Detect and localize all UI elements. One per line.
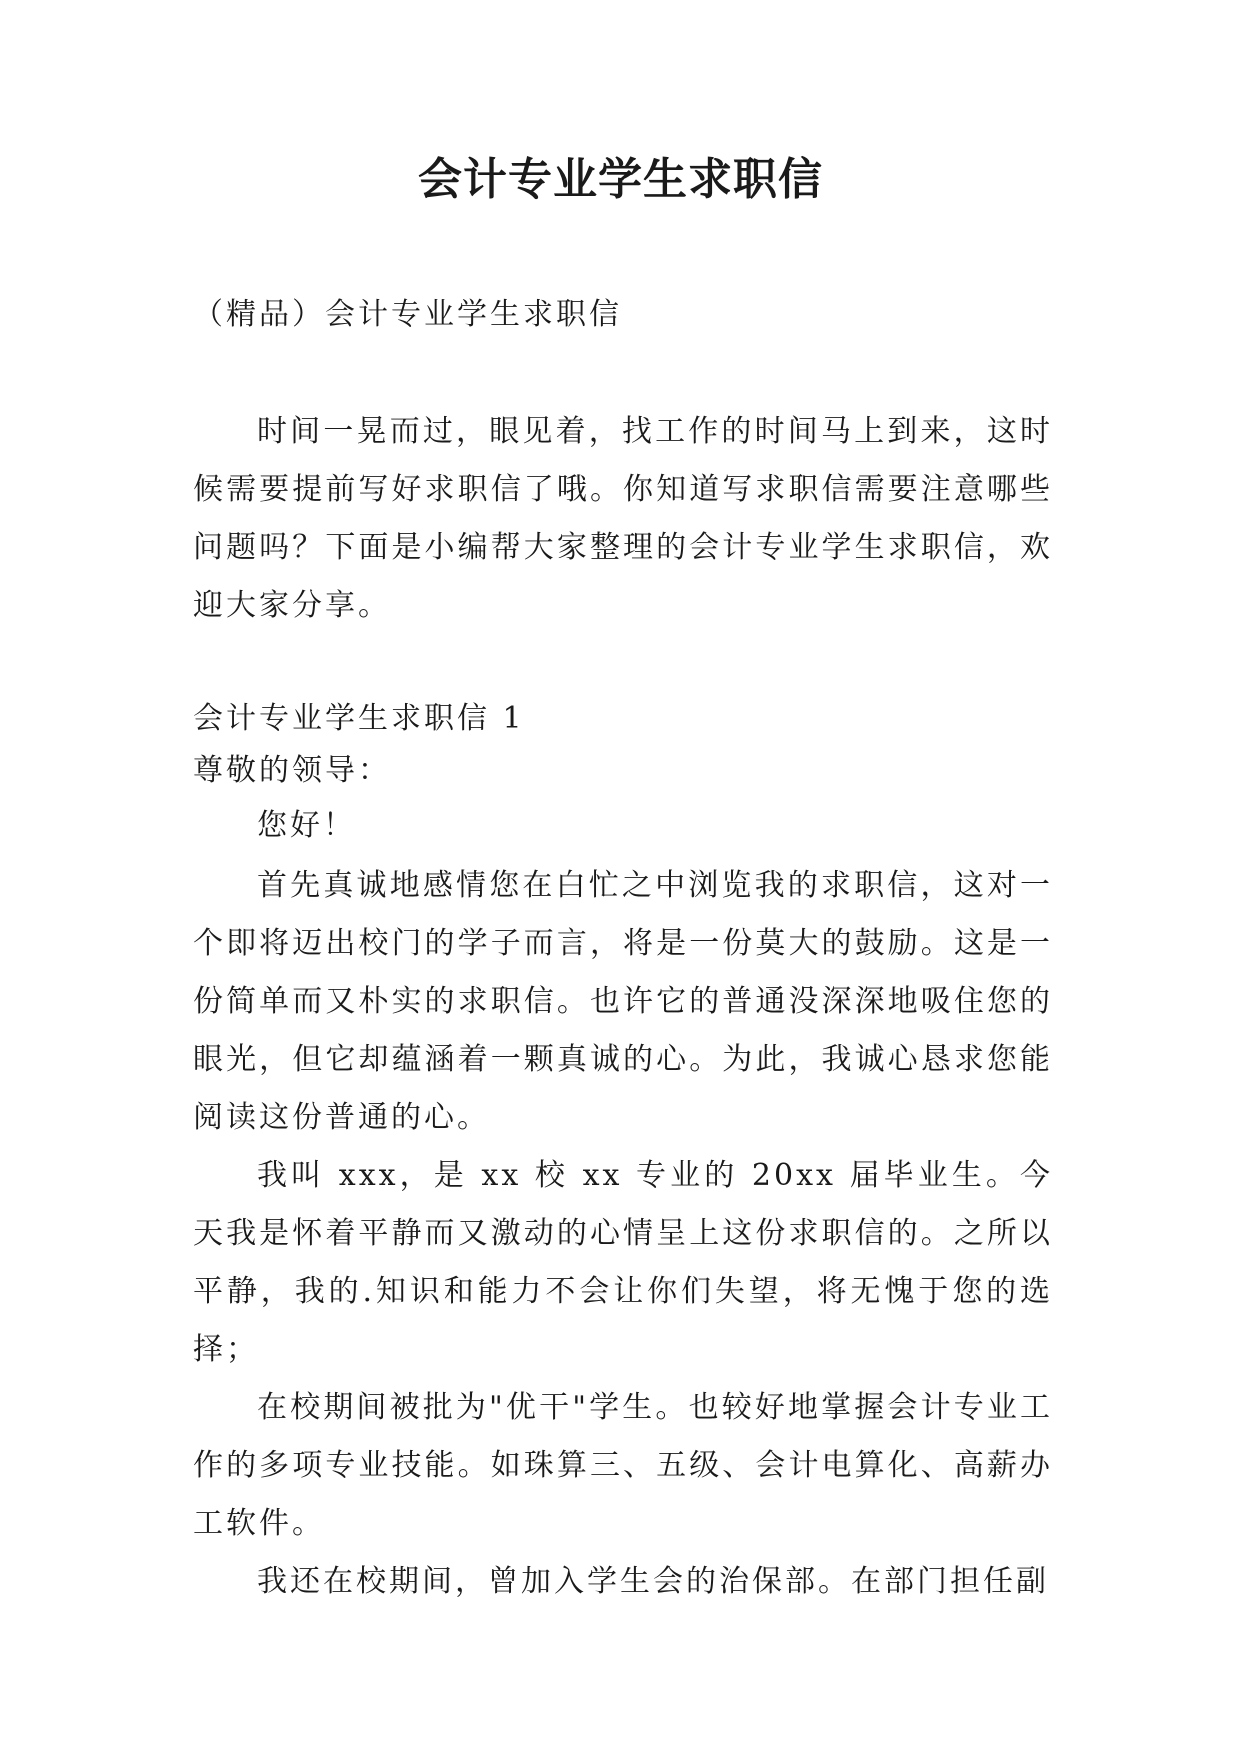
body-paragraph: 首先真诚地感情您在白忙之中浏览我的求职信，这对一个即将迈出校门的学子而言，将是一份莫大的鼓励。这是一份简单而又朴实的求职信。也许它的普通没深深地吸住您的眼光，但它却蕴涵着一颗真诚的心。为此，我诚心恳求您能阅读这份普通的心。 [193,868,1053,1135]
letter-header-block [193,693,1053,855]
document-subtitle: （精品）会计专业学生求职信 [193,297,622,332]
intro-paragraph: 时间一晃而过，眼见着，找工作的时间马上到来，这时候需要提前写好求职信了哦。你知道写求职信需要注意哪些问题吗？下面是小编帮大家整理的会计专业学生求职信，欢迎大家分享。 [193,414,1053,623]
body-paragraph: 我叫 xxx，是 xx 校 xx 专业的 20xx 届毕业生。今天我是怀着平静而又激动的心情呈上这份求职信的。之所以平静，我的.知识和能力不会让你们失望，将无愧于您的选择； [193,1158,1053,1367]
greeting: 您好！ [257,808,356,843]
body-paragraph: 在校期间被批为"优干"学生。也较好地掌握会计专业工作的多项专业技能。如珠算三、五级、会计电算化、高薪办工软件。 [193,1390,1053,1541]
body-paragraph: 我还在校期间，曾加入学生会的治保部。在部门担任副 [257,1564,1049,1599]
salutation: 尊敬的领导： [193,753,391,788]
intro-block [193,403,1053,635]
letter-body [193,857,1053,1611]
document-title: 会计专业学生求职信 [418,154,823,205]
section-heading: 会计专业学生求职信 1 [193,701,525,736]
